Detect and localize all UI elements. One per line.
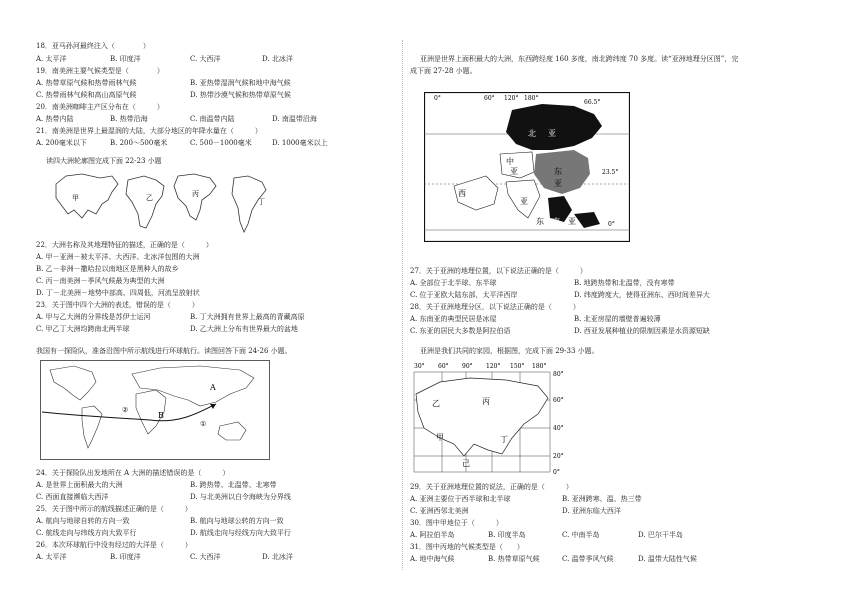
q20-option-c: C. 南温带内陆 <box>190 115 235 123</box>
q28-option-b: B. 北亚房屋的墙壁普遍较薄 <box>574 315 661 323</box>
q21-option-c: C. 500－1000毫米 <box>190 139 252 147</box>
q28-stem: 28．关于亚洲地理分区，以下说法正确的是（ ） <box>410 303 580 311</box>
grid-lon-150: 150° <box>510 363 525 370</box>
intro-27-28-line2: 成下面 27-28 小题。 <box>410 67 477 75</box>
q26-option-d: D. 北冰洋 <box>262 553 293 561</box>
q24-option-c: C. 西面直接濒临大西洋 <box>36 493 109 501</box>
q30-stem: 30．图中甲地位于（ ） <box>410 519 503 527</box>
grid-lat-20: 20° <box>553 453 564 460</box>
q21-stem: 21．南美洲是世界上最湿润的大陆，大部分地区的年降水量在（ ） <box>36 127 262 135</box>
intro-22-23: 读四大洲轮廓图完成下面 22-23 小题 <box>46 157 162 165</box>
grid-label-jia: 甲 <box>436 433 444 442</box>
q18-option-a: A. 太平洋 <box>36 55 67 63</box>
q19-option-a: A. 热带草原气候和热带雨林气候 <box>36 79 137 87</box>
continent-outlines-figure <box>52 170 292 236</box>
q27-option-b: B. 地跨热带和北温带，没有寒带 <box>574 279 675 287</box>
q19-option-b: B. 亚热带湿润气候和地中海气候 <box>190 79 291 87</box>
q24-option-d: D. 与北美洲以白令海峡为分界线 <box>190 493 291 501</box>
q27-stem: 27．关于亚洲的地理位置，以下说法正确的是（ ） <box>410 267 587 275</box>
continent-label-jia: 甲 <box>72 194 79 202</box>
asia-label-bei: 北 <box>528 129 536 138</box>
map-label-route-1: ① <box>200 420 207 428</box>
grid-label-ji: 己 <box>462 459 470 468</box>
q22-option-a: A. 甲－亚洲－被太平洋、大西洋、北冰洋包围的大洲 <box>36 253 200 261</box>
q31-option-c: C. 温带季风气候 <box>562 555 614 563</box>
q31-stem: 31．图中丙地的气候类型是（ ） <box>410 543 524 551</box>
q21-option-a: A. 200毫米以下 <box>36 139 87 147</box>
asia-grid-landmass <box>416 378 548 456</box>
q18-stem: 18．亚马孙河最终注入（ ） <box>36 42 150 50</box>
asia-lat-0: 0° <box>608 221 615 228</box>
q30-option-a: A. 阿拉伯半岛 <box>410 531 455 539</box>
q22-option-b: B. 乙－非洲－撒哈拉以南地区是黑种人的故乡 <box>36 265 179 273</box>
asia-lon-180: 180° <box>524 95 539 102</box>
q31-option-d: D. 温带大陆性气候 <box>638 555 697 563</box>
q31-option-b: B. 热带草原气候 <box>488 555 540 563</box>
map-label-route-2: ② <box>122 406 129 414</box>
q28-option-a: A. 东南亚的典型民居是冰屋 <box>410 315 497 323</box>
q22-option-c: C. 丙－南美洲－季风气候最为典型的大洲 <box>36 277 165 285</box>
grid-lon-180: 180° <box>532 363 547 370</box>
q23-option-b: B. 丁大洲拥有世界上最高的青藏高原 <box>190 313 305 321</box>
grid-lat-0: 0° <box>553 469 560 476</box>
asia-label-dong2: 东 <box>536 217 544 226</box>
q30-option-c: C. 中南半岛 <box>562 531 600 539</box>
asia-lat-23: 23.5° <box>602 169 619 176</box>
q29-stem: 29．关于亚洲地理位置的说法，正确的是（ ） <box>410 483 573 491</box>
q22-stem: 22．大洲名称及其地理特征的描述，正确的是（ ） <box>36 241 213 249</box>
intro-29-33: 亚洲是我们共同的家园，根据图，完成下面 29-33 小题。 <box>420 347 599 355</box>
q20-option-b: B. 热带沿海 <box>110 115 148 123</box>
q23-option-a: A. 甲与乙大洲的分界线是苏伊士运河 <box>36 313 151 321</box>
grid-lat-60: 60° <box>553 397 564 404</box>
q25-option-a: A. 航向与地球自转的方向一致 <box>36 517 130 525</box>
asia-lon-120: 120° <box>504 95 519 102</box>
asia-lon-60: 60° <box>484 95 495 102</box>
q23-option-d: D. 乙大洲上分布有世界最大的盆地 <box>190 325 298 333</box>
grid-lon-60: 60° <box>438 363 449 370</box>
q29-option-a: A. 亚洲主要位于西半球和北半球 <box>410 495 511 503</box>
continent-label-bing: 丙 <box>192 190 199 198</box>
q27-option-d: D. 纬度跨度大，使得亚洲东、西时间差异大 <box>574 291 710 299</box>
continent-label-ding: 丁 <box>258 198 265 206</box>
q26-option-c: C. 大西洋 <box>190 553 221 561</box>
continent-label-yi: 乙 <box>146 194 153 202</box>
grid-lon-90: 90° <box>462 363 473 370</box>
q26-option-a: A. 太平洋 <box>36 553 67 561</box>
q29-option-c: C. 亚洲西邻北美洲 <box>410 507 469 515</box>
q29-option-d: D. 亚洲东临大西洋 <box>562 507 621 515</box>
q25-option-d: D. 航线走向与经线方向大致平行 <box>190 529 291 537</box>
q24-option-a: A. 是世界上面积最大的大洲 <box>36 481 123 489</box>
grid-lat-80: 80° <box>553 371 564 378</box>
grid-label-ding: 丁 <box>500 435 508 444</box>
asia-label-ya2: 亚 <box>510 167 518 176</box>
q23-option-c: C. 甲乙丁大洲均跨南北两半球 <box>36 325 130 333</box>
q19-option-c: C. 热带雨林气候和高山高原气候 <box>36 91 137 99</box>
q27-option-c: C. 位于亚欧大陆东部，太平洋西岸 <box>410 291 518 299</box>
q23-stem: 23．关于图中四个大洲的表述，错误的是（ ） <box>36 301 199 309</box>
asia-regions-map <box>424 92 630 242</box>
q24-stem: 24．关于探险队出发地所在 A 大洲的描述错误的是（ ） <box>36 469 230 477</box>
q20-option-d: D. 南温带沿海 <box>272 115 317 123</box>
continent-jia-outline <box>56 174 118 218</box>
asia-label-nan: 南 <box>552 217 560 226</box>
asia-grid-map <box>410 358 570 478</box>
q28-option-d: D. 西亚发展种植业的限制因素是水资源短缺 <box>574 327 710 335</box>
q20-stem: 20．南美洲咖啡主产区分布在（ ） <box>36 103 164 111</box>
q21-option-b: B. 200～500毫米 <box>110 139 168 147</box>
q24-option-b: B. 跨热带、北温带、北寒带 <box>190 481 277 489</box>
map-label-a: A <box>210 383 216 392</box>
asia-label-dong: 东 <box>554 167 562 176</box>
q29-option-b: B. 亚洲跨寒、温、热三带 <box>562 495 642 503</box>
grid-label-yi: 乙 <box>432 399 440 408</box>
q30-option-d: D. 巴尔干半岛 <box>638 531 683 539</box>
q26-stem: 26．本次环球航行中没有经过的大洋是（ ） <box>36 541 192 549</box>
q20-option-a: A. 热带内陆 <box>36 115 74 123</box>
asia-lat-66: 66.5° <box>584 99 601 106</box>
world-route-map <box>40 360 270 460</box>
q25-option-c: C. 航线走向与纬线方向大致平行 <box>36 529 137 537</box>
asia-label-xi: 西 <box>458 189 466 198</box>
continent-yi-outline <box>126 176 164 228</box>
map-label-b: B <box>158 411 164 420</box>
grid-lat-40: 40° <box>553 425 564 432</box>
grid-label-bing: 丙 <box>482 397 490 406</box>
q25-option-b: B. 航向与地球公转的方向一致 <box>190 517 284 525</box>
asia-lon-0: 0° <box>434 95 441 102</box>
intro-27-28-line1: 亚洲是世界上面积最大的大洲，东西跨经度 160 多度，南北跨纬度 70 多度。读“亚洲地理分区图”，完 <box>420 55 739 63</box>
q27-option-a: A. 全部位于北半球、东半球 <box>410 279 497 287</box>
q22-option-d: D. 丁－北美洲－地势中部高、四周低，河流呈放射状 <box>36 289 200 297</box>
q26-option-b: B. 印度洋 <box>110 553 141 561</box>
asia-label-ya1: 亚 <box>548 129 556 138</box>
grid-lon-120: 120° <box>486 363 501 370</box>
asia-label-ya4: 亚 <box>520 197 528 206</box>
q19-stem: 19．南美洲主要气候类型是（ ） <box>36 67 164 75</box>
grid-lon-30: 30° <box>414 363 425 370</box>
q19-option-d: D. 热带沙漠气候和热带草原气候 <box>190 91 291 99</box>
q18-option-d: D. 北冰洋 <box>262 55 293 63</box>
q25-stem: 25．关于图中所示的航线描述正确的是（ ） <box>36 505 192 513</box>
q31-option-a: A. 地中海气候 <box>410 555 455 563</box>
q28-option-c: C. 东亚的居民大多数是阿拉伯语 <box>410 327 511 335</box>
asia-label-ya5: 亚 <box>568 217 576 226</box>
column-divider <box>402 40 403 570</box>
q18-option-c: C. 大西洋 <box>190 55 221 63</box>
asia-label-ya3: 亚 <box>554 179 562 188</box>
asia-label-zhong: 中 <box>506 157 514 166</box>
intro-24-26: 我国有一探险队，准备沿图中所示航线进行环球航行。读图回答下面 24-26 小题。 <box>36 347 292 355</box>
q21-option-d: D. 1000毫米以上 <box>272 139 328 147</box>
q18-option-b: B. 印度洋 <box>110 55 141 63</box>
q30-option-b: B. 印度半岛 <box>488 531 526 539</box>
